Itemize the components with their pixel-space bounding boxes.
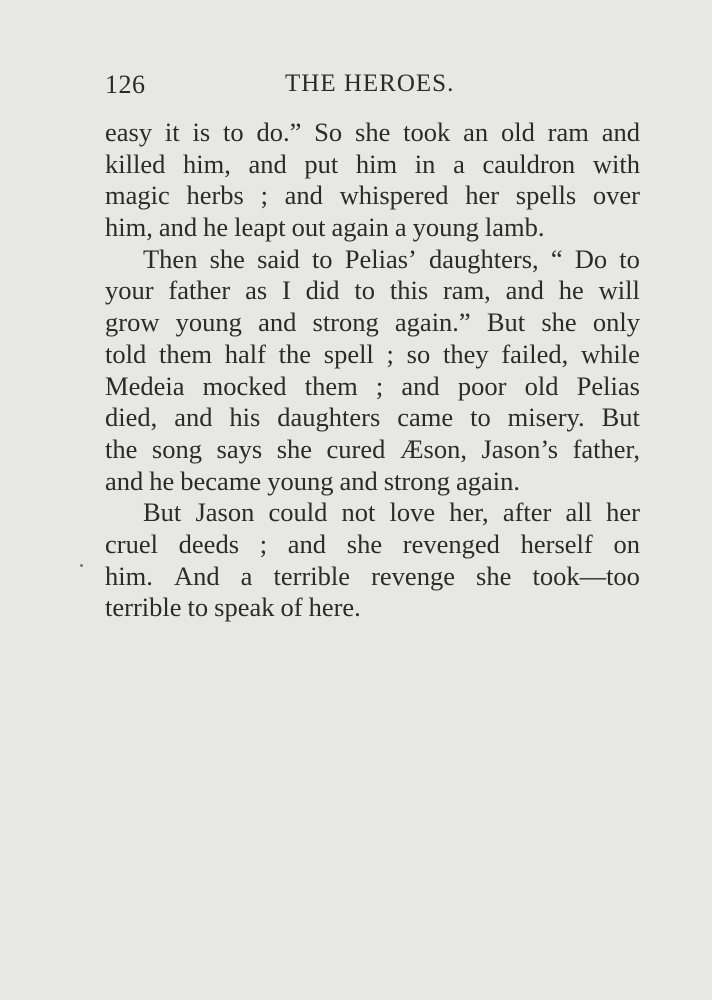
word: with [592,148,640,179]
word: half [224,338,266,369]
word: not [341,497,376,528]
word: she [476,560,512,591]
word: Medeia [105,370,185,401]
word: and [401,370,440,401]
word: leapt [234,212,286,243]
word: again. [455,465,520,496]
word: will [598,275,640,306]
word: “ [550,243,563,274]
word: again [331,212,389,243]
word: she [346,528,383,559]
word: it [164,117,180,147]
paper-speck [80,564,83,567]
word: him. [105,560,153,591]
word: father, [572,433,640,464]
text-line [105,244,640,276]
word: to [223,117,244,147]
word: took—too [532,560,640,591]
word: they [442,338,489,369]
word: ; [260,180,268,211]
word: him, [183,148,231,179]
word: she [209,243,245,274]
word: Pelias [576,370,640,401]
word: old [500,117,535,147]
word: her [465,180,500,211]
word: she [276,433,313,464]
text-line [105,466,640,498]
word: told [105,338,147,369]
word: and [339,465,378,496]
word: cauldron [482,148,576,179]
word: did [305,275,340,306]
word: he [558,275,584,306]
word: out [291,212,326,243]
word: and [284,180,323,211]
word: herself [520,528,593,559]
text-line [105,561,640,593]
word: on [613,528,640,559]
word: and [248,148,287,179]
word: to [187,592,209,623]
word: he [149,465,175,496]
word: Then [143,243,198,274]
word: a [453,148,465,179]
word: is [192,117,211,147]
word: and [158,212,198,243]
word: terrible [105,592,182,623]
word: and [601,117,640,147]
word: and [258,307,297,338]
word: magic [105,180,170,211]
word: to [470,402,491,433]
paragraph-2 [105,244,640,498]
text-line [105,434,640,466]
word: and [287,528,327,559]
word: Pelias’ [344,243,417,274]
word: misery. [507,402,585,433]
word: terrible [273,560,351,591]
word: again.” [394,307,471,338]
word: spells [515,180,577,211]
word: could [268,497,328,528]
word: Æson, [399,433,467,464]
word: But [486,307,526,338]
word: said [257,243,300,274]
word: and [174,402,213,433]
word: Do [574,243,608,274]
word: Jason [195,497,255,528]
word: poor [457,370,507,401]
word: an [463,117,489,147]
word: cured [326,433,386,464]
word: the [105,433,138,464]
word: father [168,275,231,306]
word: came [397,402,454,433]
word: here. [308,592,361,623]
word: young [175,307,242,338]
running-head: THE HEROES. [285,70,455,97]
word: all [565,497,592,528]
word: while [581,338,640,369]
word: in [414,148,436,179]
word: them [158,338,212,369]
page-header [105,70,640,104]
word: to [311,243,333,274]
word: revenged [402,528,500,559]
word: him, [105,212,153,243]
text-line [105,307,640,339]
word: strong [312,307,379,338]
word: ram [547,117,589,147]
word: as [245,275,268,306]
word: became [180,465,262,496]
word: Jason’s [481,433,559,464]
word: over [592,180,640,211]
word: her, [449,497,489,528]
word: herbs [186,180,244,211]
word: lamb. [484,212,545,243]
text-line [105,371,640,403]
body-text [105,117,640,624]
word: her [606,497,640,528]
word: grow [105,307,160,338]
word: strong [383,465,450,496]
word: But [143,497,182,528]
word: killed [105,148,166,179]
word: a [394,212,407,243]
word: spell [323,338,374,369]
word: only [592,307,640,338]
text-line [105,275,640,307]
page-number: 126 [105,70,146,99]
word: the [278,338,312,369]
word: So [314,117,343,147]
word: daughters [277,402,381,433]
word: took [403,117,451,147]
word: and [505,275,544,306]
word: I [281,275,291,306]
word: young [267,465,334,496]
word: easy [105,117,153,147]
text-line [105,592,640,624]
word: of [280,592,303,623]
word: them [304,370,358,401]
word: ; [375,370,384,401]
word: a [240,560,253,591]
word: deeds [178,528,240,559]
word: But [601,402,640,433]
word: his [229,402,261,433]
word: so [406,338,431,369]
word: she [355,117,391,147]
word: love [389,497,436,528]
word: says [216,433,263,464]
word: after [502,497,552,528]
paragraph-1 [105,117,640,244]
word: revenge [371,560,455,591]
text-line [105,149,640,181]
text-line [105,117,640,149]
word: to [354,275,375,306]
word: put [304,148,339,179]
word: she [541,307,577,338]
word: ram, [442,275,491,306]
word: died, [105,402,158,433]
word: ; [259,528,268,559]
word: cruel [105,528,158,559]
word: mocked [202,370,287,401]
word: him [355,148,398,179]
text-line [105,212,640,244]
word: daughters, [429,243,539,274]
text-line [105,529,640,561]
word: this [389,275,429,306]
word: whispered [339,180,449,211]
paragraph-3 [105,497,640,624]
word: And [173,560,220,591]
text-line [105,402,640,434]
word: your [105,275,154,306]
word: song [151,433,202,464]
text-line [105,180,640,212]
word: old [524,370,559,401]
word: failed, [501,338,569,369]
word: do.” [256,117,302,147]
word: ; [386,338,394,369]
word: and [105,465,144,496]
text-line [105,497,640,529]
word: he [203,212,229,243]
text-line [105,339,640,371]
word: to [619,243,640,274]
word: young [412,212,479,243]
word: speak [214,592,275,623]
